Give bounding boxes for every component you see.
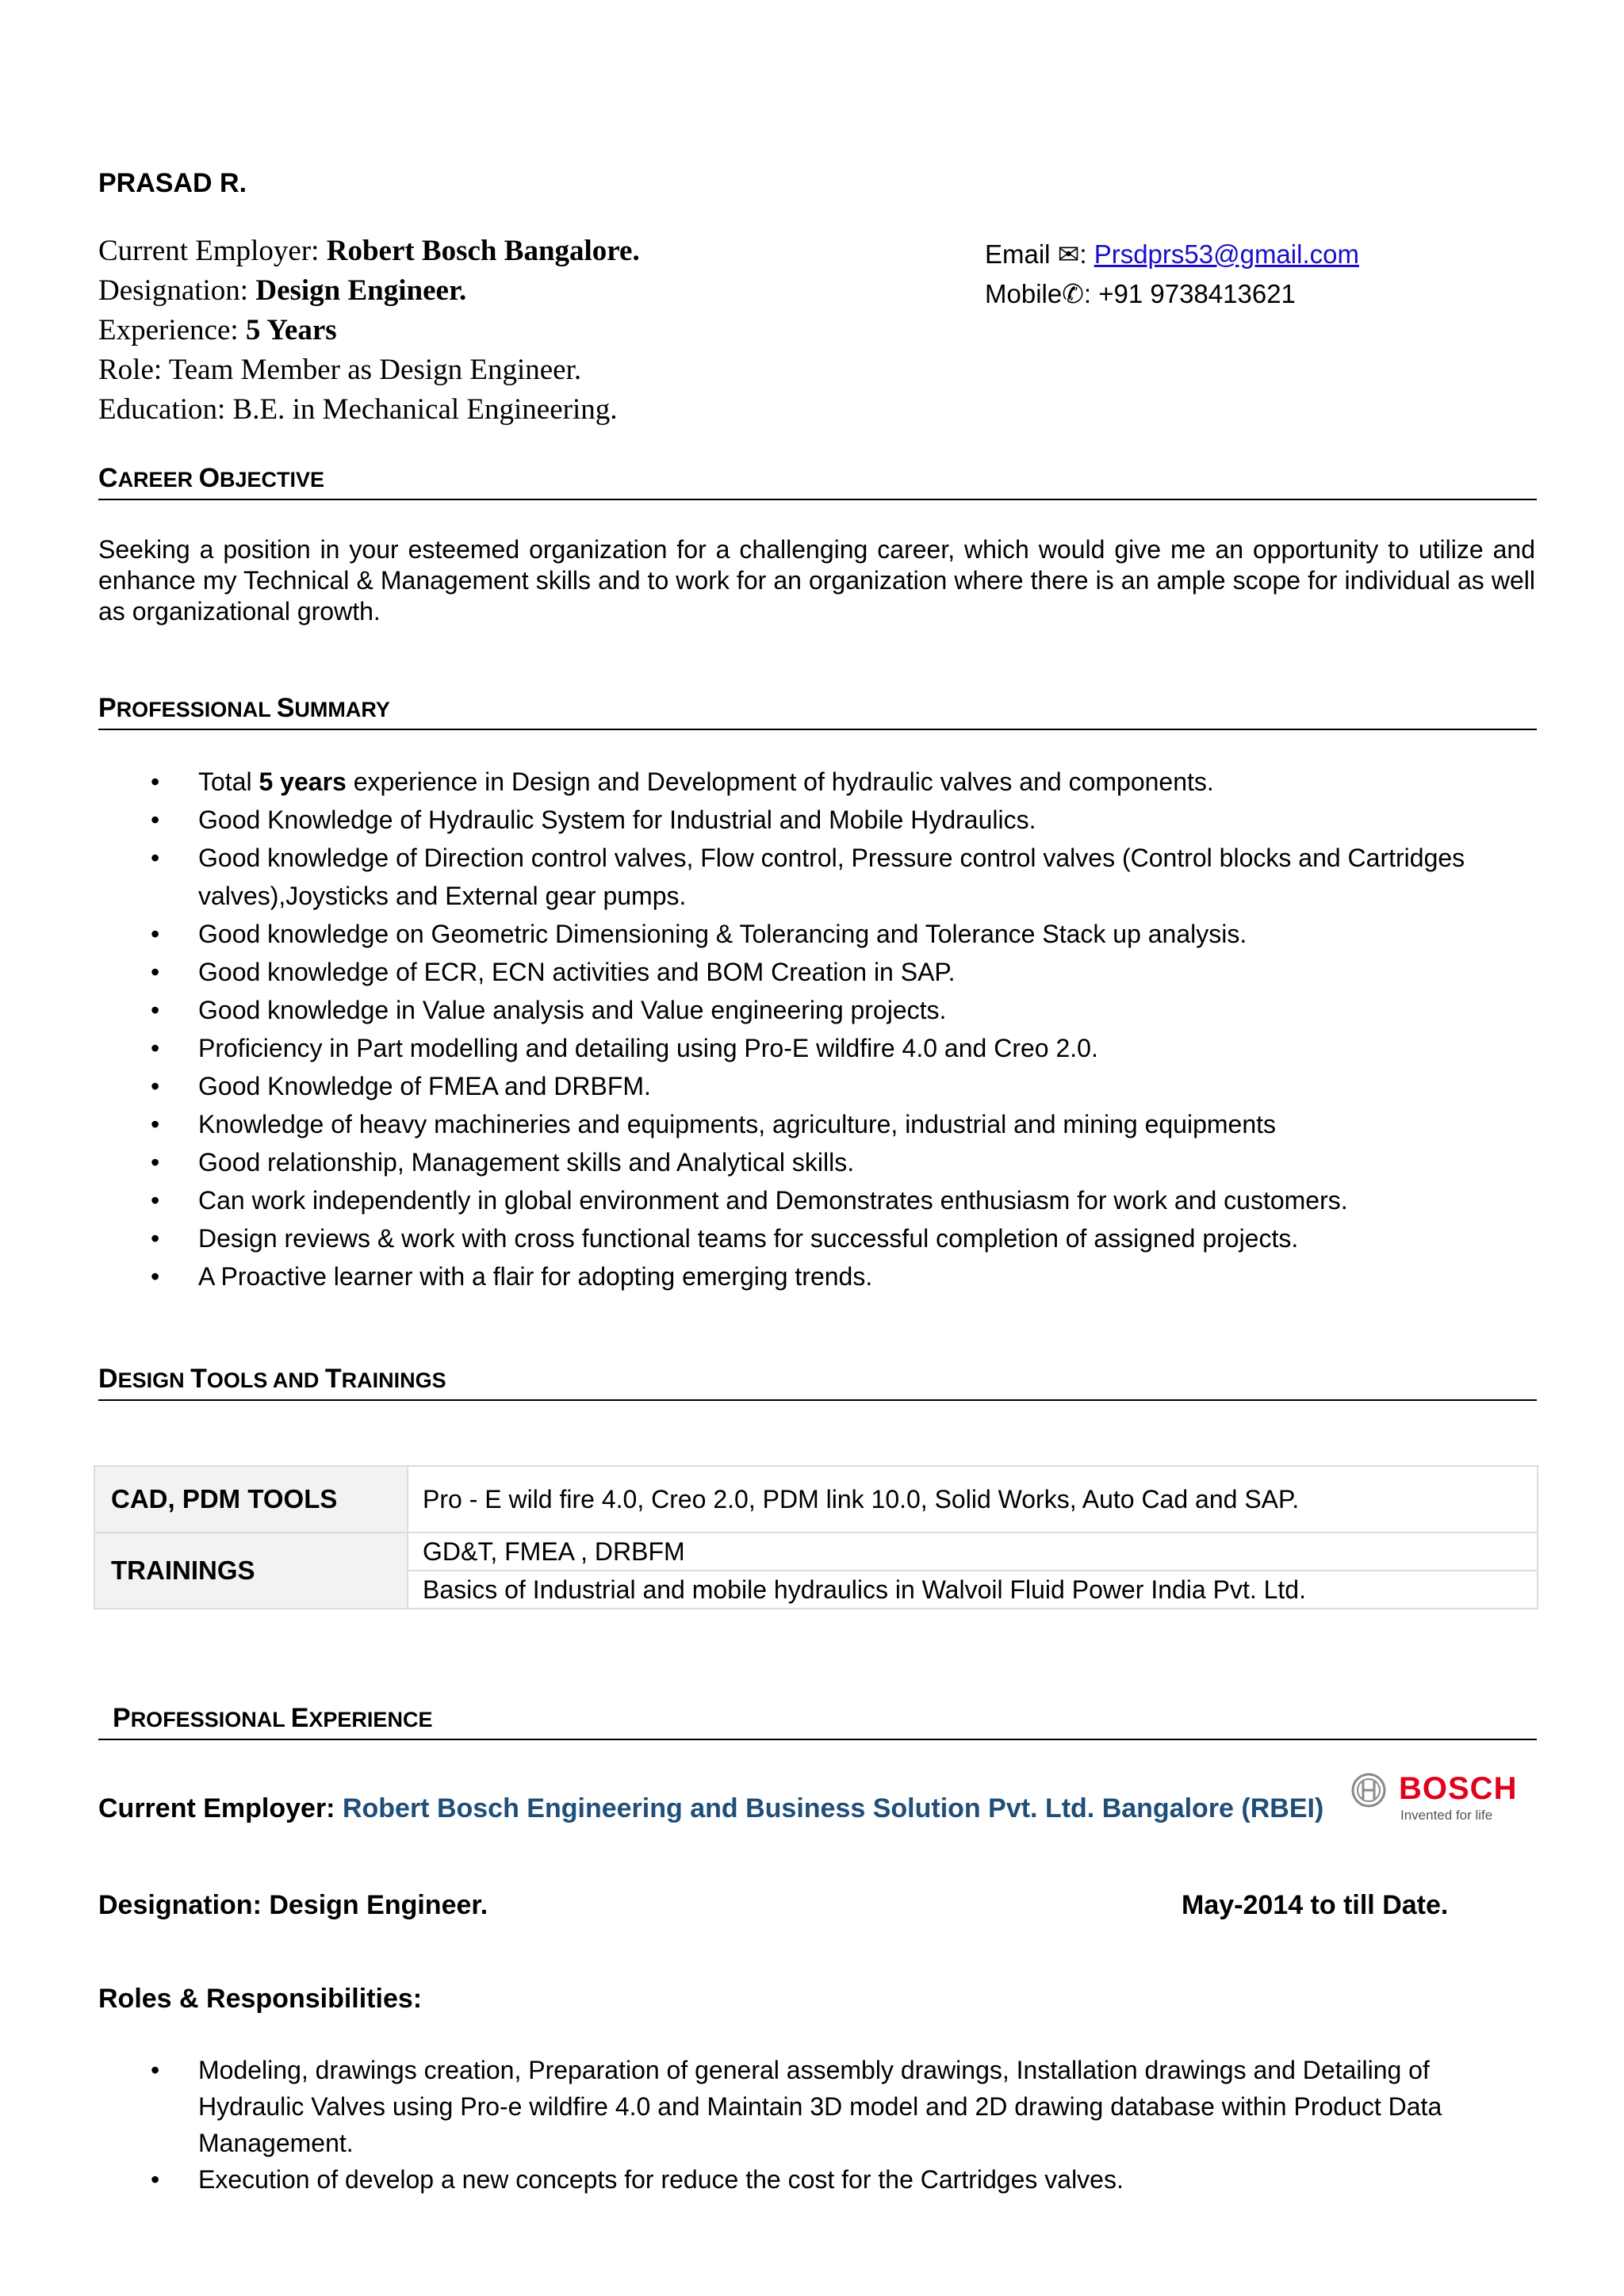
contact-block bbox=[985, 235, 1359, 314]
trainings-label: TRAININGS bbox=[94, 1533, 408, 1609]
list-item: • Execution of develop a new concepts for reduce the cost for the Cartridges valves. bbox=[98, 2161, 1534, 2198]
list-item: • Good Knowledge of Hydraulic System for Industrial and Mobile Hydraulics. bbox=[98, 801, 1470, 839]
experience-date-range: May-2014 to till Date. bbox=[1182, 1890, 1449, 1920]
list-item: • Knowledge of heavy machineries and equipments, agriculture, industrial and mining equipments bbox=[98, 1105, 1470, 1143]
candidate-name: PRASAD R. bbox=[98, 168, 247, 198]
summary-list bbox=[98, 763, 1470, 1295]
bosch-logo bbox=[1350, 1768, 1516, 1823]
list-item: • Good knowledge of Direction control valves, Flow control, Pressure control valves (Control blocks and Cartridges valves),Joysticks and External gear pumps. bbox=[98, 839, 1470, 915]
list-item: • Good knowledge of ECR, ECN activities and BOM Creation in SAP. bbox=[98, 953, 1470, 991]
mobile-number: +91 9738413621 bbox=[1098, 279, 1296, 308]
tools-table bbox=[94, 1465, 1538, 1609]
designation-value: Design Engineer. bbox=[255, 274, 467, 307]
current-employer-line: Current Employer: Robert Bosch Bangalore. bbox=[98, 235, 640, 267]
cad-pdm-label: CAD, PDM TOOLS bbox=[94, 1466, 408, 1533]
roles-heading: Roles & Responsibilities: bbox=[98, 1984, 423, 2014]
mobile-line: Mobile✆: +91 9738413621 bbox=[985, 279, 1296, 308]
current-employer-value: Robert Bosch Bangalore. bbox=[326, 235, 640, 267]
employer-company-name: Robert Bosch Engineering and Business Solution Pvt. Ltd. Bangalore (RBEI) bbox=[342, 1793, 1324, 1823]
education-line: Education: B.E. in Mechanical Engineering. bbox=[98, 393, 618, 426]
career-objective-text: Seeking a position in your esteemed organization for a challenging career, which would give me an opportunity to utilize and enhance my Technical & Management skills and to work for an organization where there is an ample scope for individual as well as organizational growth. bbox=[98, 535, 1535, 626]
current-employer-detail: Current Employer: Robert Bosch Engineering and Business Solution Pvt. Ltd. Bangalore (RBEI) bbox=[98, 1793, 1324, 1823]
experience-value: 5 Years bbox=[245, 314, 337, 346]
table-row bbox=[94, 1466, 1538, 1533]
list-item: • Can work independently in global environment and Demonstrates enthusiasm for work and customers. bbox=[98, 1181, 1470, 1219]
summary-info-block bbox=[98, 232, 640, 430]
cad-pdm-value: Pro - E wild fire 4.0, Creo 2.0, PDM link 10.0, Solid Works, Auto Cad and SAP. bbox=[408, 1466, 1538, 1533]
envelope-icon: ✉ bbox=[1057, 239, 1080, 269]
roles-list bbox=[98, 2052, 1534, 2198]
list-item: • Good knowledge in Value analysis and Value engineering projects. bbox=[98, 991, 1470, 1029]
list-item: • Good relationship, Management skills and Analytical skills. bbox=[98, 1143, 1470, 1181]
list-item: • Design reviews & work with cross functional teams for successful completion of assigned projects. bbox=[98, 1219, 1470, 1257]
design-tools-heading: DESIGN TOOLS AND TRAININGS bbox=[98, 1364, 1537, 1401]
training-item: Basics of Industrial and mobile hydraulics in Walvoil Fluid Power India Pvt. Ltd. bbox=[408, 1571, 1538, 1609]
role-line: Role: Team Member as Design Engineer. bbox=[98, 354, 582, 386]
email-line: Email ✉: Prsdprs53@gmail.com bbox=[985, 239, 1359, 269]
phone-icon: ✆ bbox=[1062, 279, 1084, 308]
career-objective-heading: CAREER OBJECTIVE bbox=[98, 463, 1537, 500]
list-item: • A Proactive learner with a flair for adopting emerging trends. bbox=[98, 1257, 1470, 1295]
list-item: • Modeling, drawings creation, Preparation of general assembly drawings, Installation drawings and Detailing of Hydraulic Valves using Pro-e wildfire 4.0 and Maintain 3D model and 2D drawing database within Product Data Management. bbox=[98, 2052, 1534, 2161]
professional-summary-heading: PROFESSIONAL SUMMARY bbox=[98, 693, 1537, 730]
training-item: GD&T, FMEA , DRBFM bbox=[408, 1533, 1538, 1571]
experience-line: Experience: 5 Years bbox=[98, 314, 337, 346]
professional-experience-heading: PROFESSIONAL EXPERIENCE bbox=[98, 1703, 1537, 1740]
list-item: • Total 5 years experience in Design and Development of hydraulic valves and components. bbox=[98, 763, 1470, 801]
list-item: • Proficiency in Part modelling and detailing using Pro-E wildfire 4.0 and Creo 2.0. bbox=[98, 1029, 1470, 1067]
table-row bbox=[94, 1533, 1538, 1571]
list-item: • Good knowledge on Geometric Dimensioning & Tolerancing and Tolerance Stack up analysis. bbox=[98, 915, 1470, 953]
logo-tagline: Invented for life bbox=[1400, 1808, 1493, 1823]
list-item: • Good Knowledge of FMEA and DRBFM. bbox=[98, 1067, 1470, 1105]
email-link[interactable]: Prsdprs53@gmail.com bbox=[1094, 239, 1359, 269]
designation-line: Designation: Design Engineer. bbox=[98, 274, 467, 307]
experience-designation: Designation: Design Engineer. bbox=[98, 1890, 488, 1920]
logo-wordmark: BOSCH bbox=[1399, 1771, 1518, 1806]
